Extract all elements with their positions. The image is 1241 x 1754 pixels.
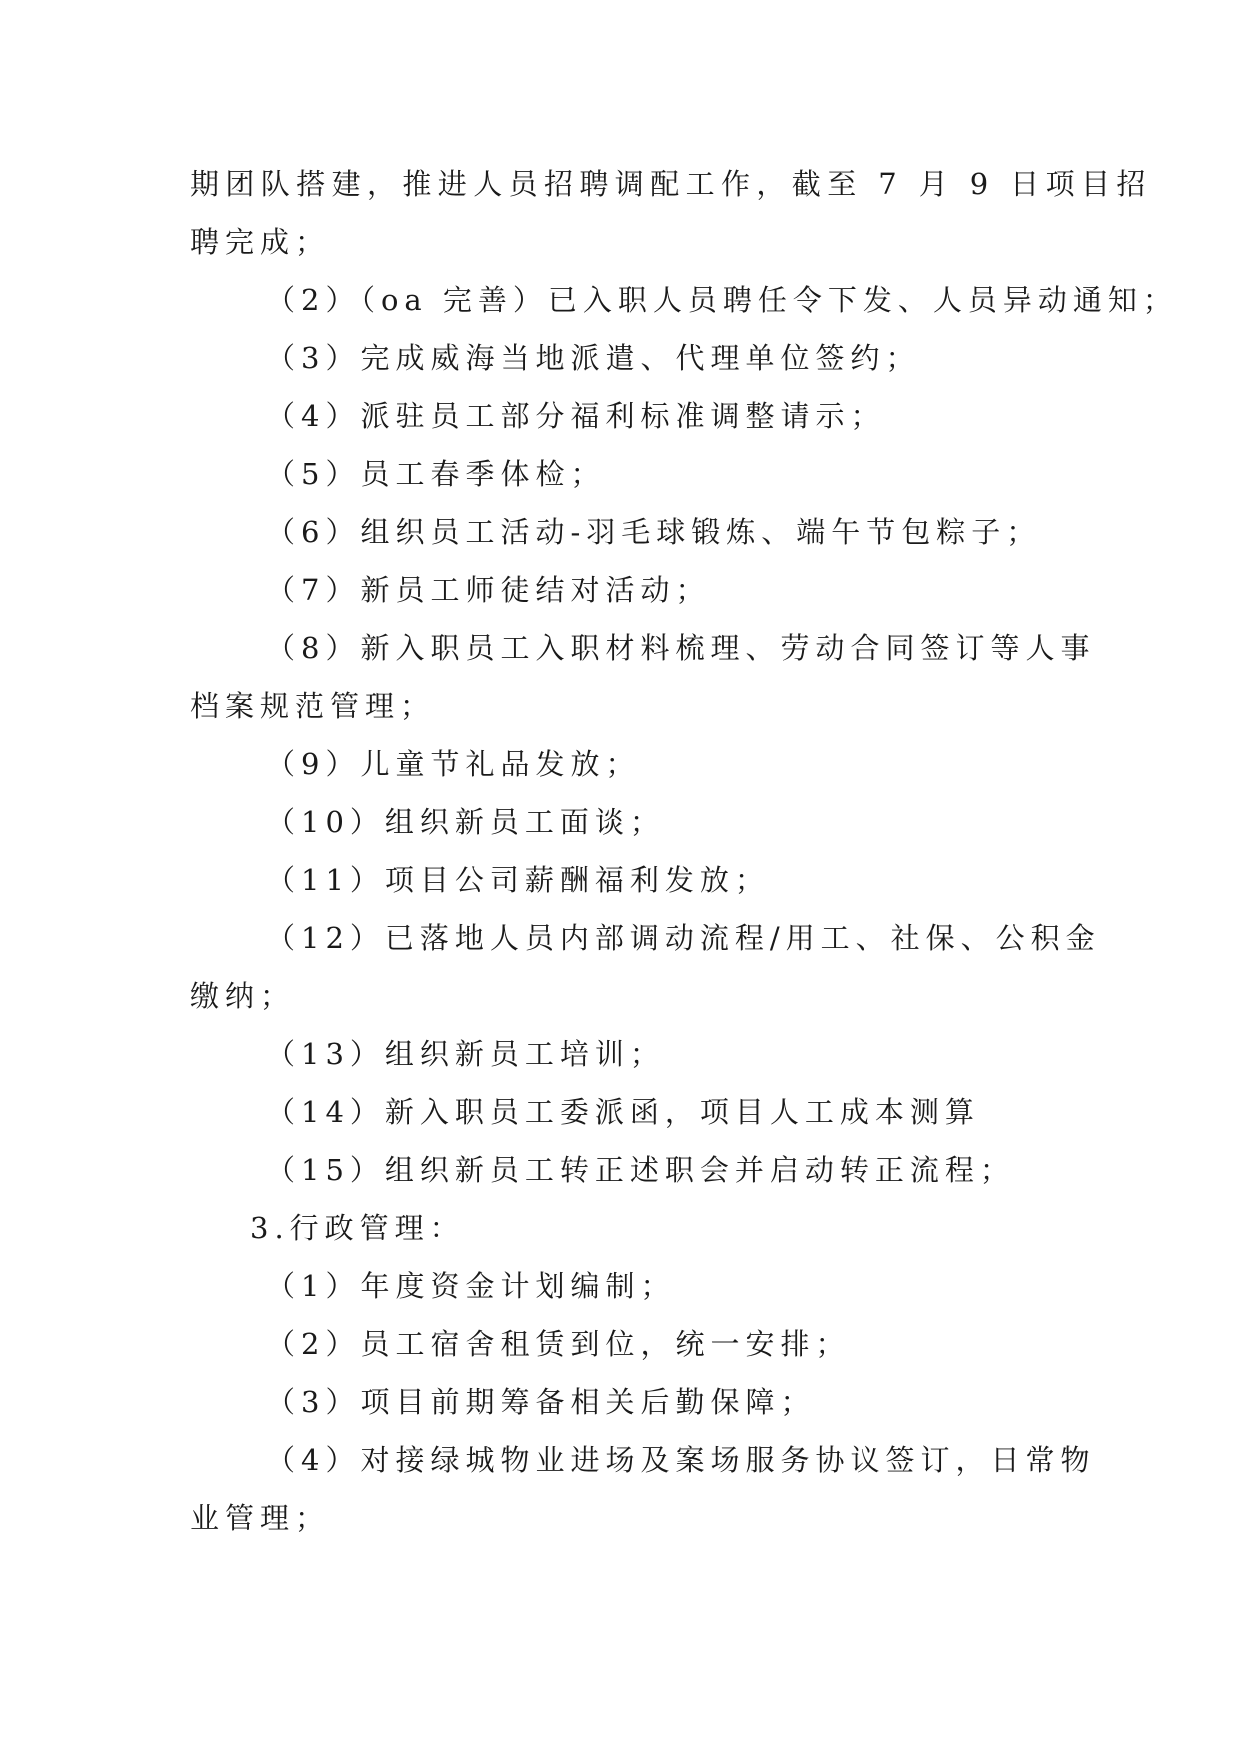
list-item: （14）新入职员工委派函，项目人工成本测算	[266, 1095, 980, 1129]
section-heading: 3.行政管理：	[250, 1211, 465, 1245]
text-line: 档案规范管理；	[190, 689, 436, 723]
list-item: （1）年度资金计划编制；	[266, 1269, 676, 1303]
list-item: （15）组织新员工转正述职会并启动转正流程；	[266, 1153, 1015, 1187]
list-item: （9）儿童节礼品发放；	[266, 747, 641, 781]
list-item: （5）员工春季体检；	[266, 457, 606, 491]
list-item: （2）（oa 完善）已入职人员聘任令下发、人员异动通知；	[266, 283, 1178, 317]
list-item: （6）组织员工活动-羽毛球锻炼、端午节包粽子；	[266, 515, 1042, 549]
list-item: （11）项目公司薪酬福利发放；	[266, 863, 770, 897]
list-item: （12）已落地人员内部调动流程/用工、社保、公积金	[266, 921, 1101, 955]
list-item: （7）新员工师徒结对活动；	[266, 573, 711, 607]
list-item: （3）完成威海当地派遣、代理单位签约；	[266, 341, 921, 375]
list-item: （13）组织新员工培训；	[266, 1037, 665, 1071]
list-item: （4）派驻员工部分福利标准调整请示；	[266, 399, 886, 433]
list-item: （8）新入职员工入职材料梳理、劳动合同签订等人事	[266, 631, 1096, 665]
document-body	[190, 155, 1178, 1547]
list-item: （4）对接绿城物业进场及案场服务协议签订，日常物	[266, 1443, 1096, 1477]
list-item: （3）项目前期筹备相关后勤保障；	[266, 1385, 816, 1419]
text-line: 缴纳；	[190, 979, 296, 1013]
text-line: 期团队搭建，推进人员招聘调配工作，截至 7 月 9 日项目招	[190, 167, 1152, 201]
list-item: （10）组织新员工面谈；	[266, 805, 665, 839]
list-item: （2）员工宿舍租赁到位，统一安排；	[266, 1327, 851, 1361]
text-line: 聘完成；	[190, 225, 331, 259]
text-line: 业管理；	[190, 1501, 331, 1535]
